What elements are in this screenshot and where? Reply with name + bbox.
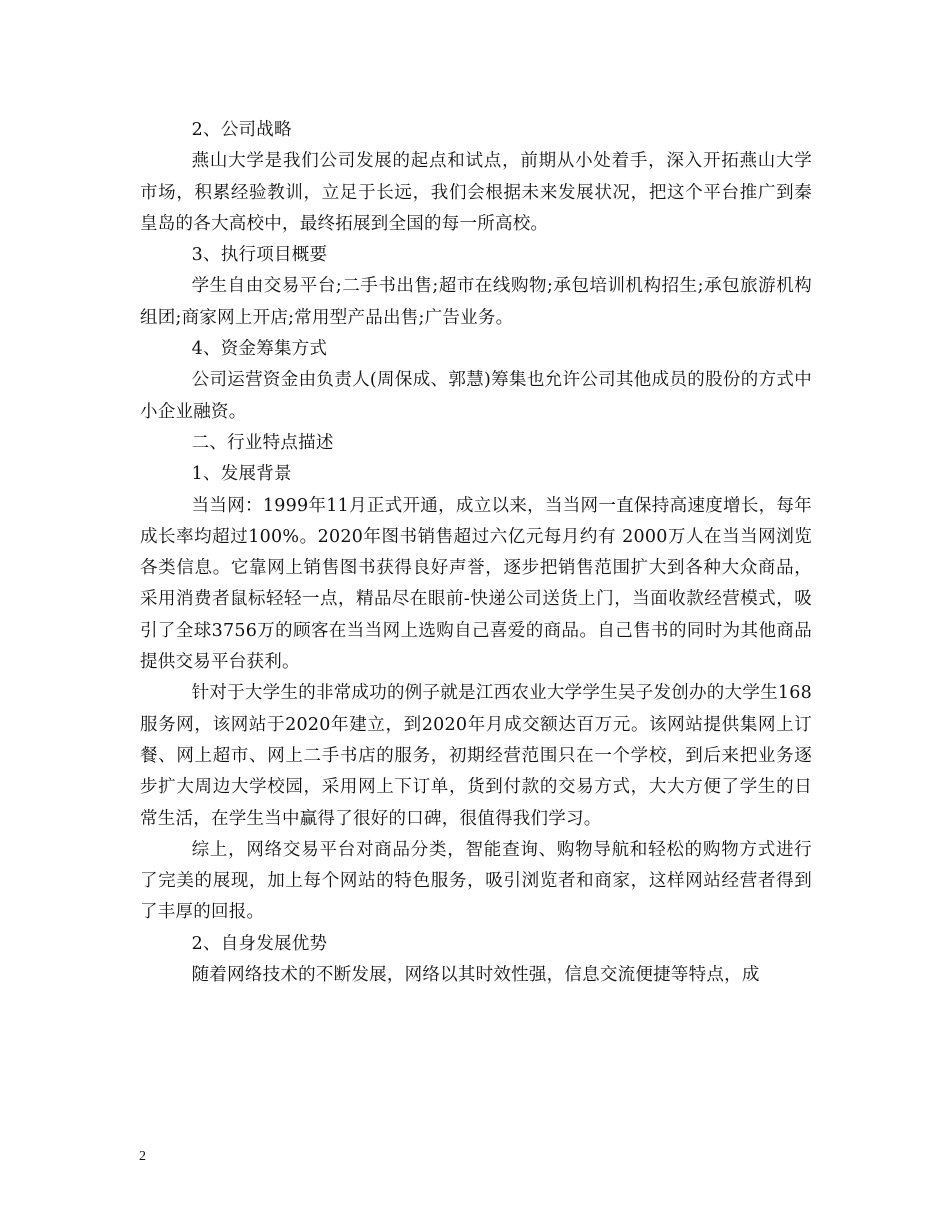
- section-heading-funding: 4、资金筹集方式: [191, 339, 328, 360]
- section-heading-company-strategy: 2、公司战略: [191, 120, 292, 140]
- paragraph-advantages: 随着网络技术的不断发展，网络以其时效性强，信息交流便捷等特点，成: [191, 965, 760, 986]
- paragraph-funding: 公司运营资金由负责人(周保成、郭慧)筹集也允许公司其他成员的股份的方式中小企业融资。: [140, 370, 812, 422]
- document-body: [140, 115, 812, 991]
- paragraph-company-strategy: 燕山大学是我们公司发展的起点和试点，前期从小处着手，深入开拓燕山大学市场，积累经验教训，立足于长远，我们会根据未来发展状况，把这个平台推广到秦皇岛的各大高校中，最终拓展到全国的每一所高校。: [140, 151, 812, 234]
- page-number: 2: [139, 1149, 146, 1164]
- section-heading-background: 1、发展背景: [191, 464, 292, 485]
- section-heading-project-summary: 3、执行项目概要: [191, 245, 328, 266]
- chapter-heading-industry: 二、行业特点描述: [191, 432, 334, 453]
- paragraph-summary: 综上，网络交易平台对商品分类，智能查询、购物导航和轻松的购物方式进行了完美的展现，加上每个网站的特色服务，吸引浏览者和商家，这样网站经营者得到了丰厚的回报。: [140, 839, 812, 923]
- section-heading-advantages: 2、自身发展优势: [191, 933, 328, 954]
- paragraph-student-example: 针对于大学生的非常成功的例子就是江西农业大学学生吴子发创办的大学生168服务网，该网站于2020年建立，到2020年月成交额达百万元。该网站提供集网上订餐、网上超市、网上二手书店的服务，初期经营范围只在一个学校，到后来把业务逐步扩大周边大学校园，采用网上下订单，货到付款的交易方式，大大方便了学生的日常生活，在学生当中赢得了很好的口碑，很值得我们学习。: [140, 683, 812, 829]
- paragraph-project-summary: 学生自由交易平台;二手书出售;超市在线购物;承包培训机构招生;承包旅游机构组团;商家网上开店;常用型产品出售;广告业务。: [140, 276, 812, 328]
- paragraph-dangdang: 当当网：1999年11月正式开通，成立以来，当当网一直保持高速度增长，每年成长率均超过100%。2020年图书销售超过六亿元每月约有 2000万人在当当网浏览各类信息。它靠网上销售图书获得良好声誉，逐步把销售范围扩大到各种大众商品，采用消费者鼠标轻轻一点，精品尽在眼前-快递公司送货上门，当面收款经营模式，吸引了全球3756万的顾客在当当网上选购自己喜爱的商品。自己售书的同时为其他商品提供交易平台获利。: [140, 495, 812, 673]
